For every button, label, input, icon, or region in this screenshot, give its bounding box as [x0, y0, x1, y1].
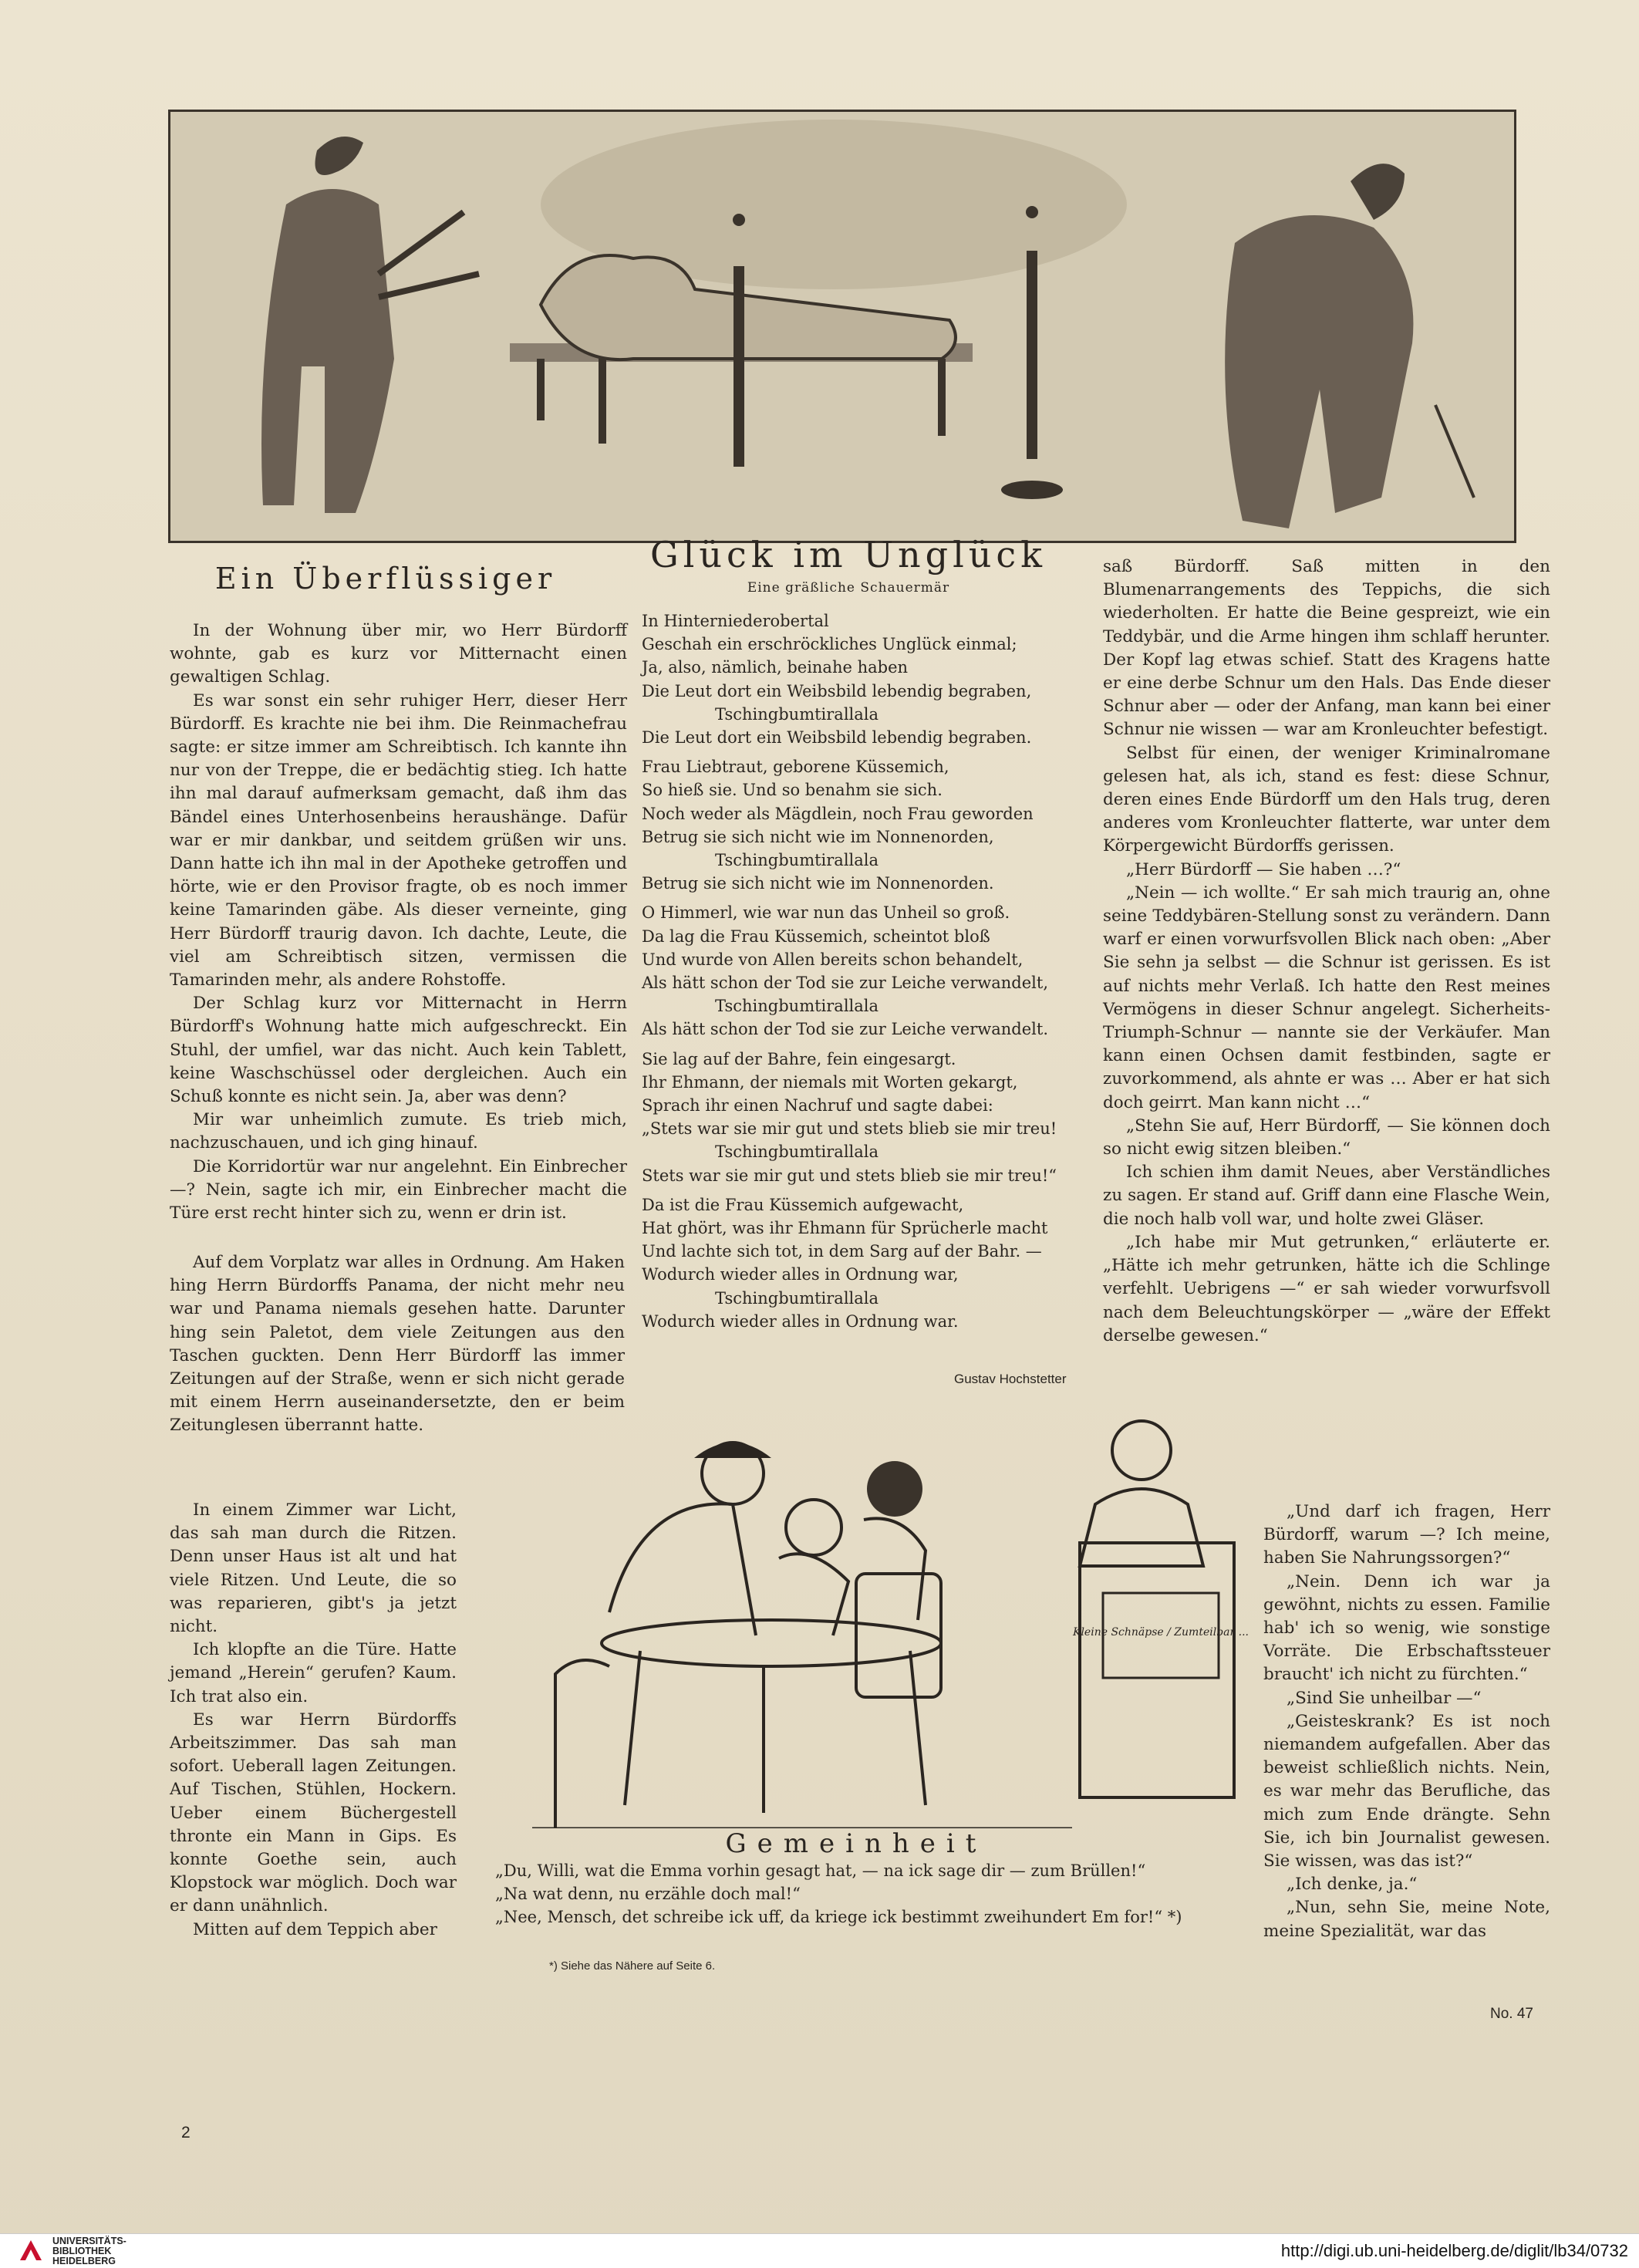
poem-verse [642, 609, 1089, 749]
poem-line: Und lachte sich tot, in dem Sarg auf der Bahr. — [642, 1242, 1042, 1261]
cartoon-footnote: *) Siehe das Nähere auf Seite 6. [549, 1959, 716, 1973]
library-name [52, 2236, 126, 2266]
article1-continuation: „Ich habe mir Mut getrunken,“ erläuterte er. „Hätte ich mehr getrunken, hätte ich die Schlinge verfehlt. Uebrigens —“ er sah wieder vorwurfsvoll nach dem Beleuchtungskörper — „wäre der Effekt derselbe gewesen.“ [1103, 1232, 1550, 1345]
poem-verse [642, 755, 1089, 895]
poem-line: Wodurch wieder alles in Ordnung war, [642, 1265, 959, 1284]
article1-continuation: „Ich denke, ja.“ [1287, 1875, 1418, 1895]
article1-continuation: „Geisteskrank? Es ist noch niemandem aufgefallen. Aber das beweist schließlich nichts. Nein, es war mehr das Berufliche, das mich zum Ende drängte. Sehn Sie, ich bin Journalist gewesen. Sie wissen, was das ist?“ [1263, 1711, 1550, 1871]
article1-paragraph: In einem Zimmer war Licht, das sah man durch die Ritzen. Denn unser Haus ist alt und hat viele Ritzen. Und Leute, die so was reparieren, gibt's ja jetzt nicht. [170, 1500, 457, 1637]
cartoon-drawing [509, 1412, 1249, 1828]
poem-line: Als hätt schon der Tod sie zur Leiche verwandelt. [642, 1020, 1048, 1039]
cartoon-sign: Kleine Schnäpse / Zumteilbar ... [1073, 1626, 1249, 1639]
poem-refrain: Tschingbumtirallala [715, 704, 879, 724]
library-name-line: UNIVERSITÄTS- [52, 2236, 126, 2246]
issue-number: No. 47 [1490, 2006, 1533, 2022]
article1-continuation: „Und darf ich fragen, Herr Bürdorff, warum —? Ich meine, haben Sie Nahrungssorgen?“ [1263, 1502, 1550, 1568]
poem-refrain: Tschingbumtirallala [715, 1288, 879, 1308]
poem-line: Ja, also, nämlich, beinahe haben [642, 658, 909, 677]
poem-line: So hieß sie. Und so benahm sie sich. [642, 781, 943, 800]
header-illustration [168, 110, 1516, 543]
poem-verse [642, 901, 1089, 1041]
ub-heidelberg-logo-icon [17, 2237, 45, 2265]
library-name-line: HEIDELBERG [52, 2256, 116, 2266]
article1-paragraph: Die Korridortür war nur angelehnt. Ein Einbrecher—? Nein, sagte ich mir, ein Einbrecher macht die Türe erst recht hinter sich zu, wenn er drin ist. [170, 1156, 627, 1223]
poem-refrain: Tschingbumtirallala [715, 851, 879, 870]
article2-subtitle: Eine gräßliche Schauermär [747, 580, 950, 596]
cartoon-caption [495, 1859, 1259, 1929]
poem-line: Geschah ein erschröckliches Unglück einmal; [642, 635, 1017, 654]
article1-paragraph: Der Schlag kurz vor Mitternacht in Herrn Bürdorff's Wohnung hatte mich aufgeschreckt. Ein Stuhl, der umfiel, war das nicht. Auch kein Tablett, keine Waschschüssel oder dergleichen. Auch ein Schuß konnte es nicht sein. Ja, aber was denn? [170, 994, 627, 1107]
article1-continuation: saß Bürdorff. Saß mitten in den Blumenarrangements des Teppichs, die sich wiederholten. Er hatte die Beine gespreizt, wie ein Teddybär, und die Arme hingen ihm schlaff herunter. Der Kopf lag etwas schief. Statt des Kragens hatte er eine derbe Schnur um den Hals. Das Ende dieser Schnur aber — oder der Anfang, man kann bei einer Schnur nie wissen — war am Kronleuchter befestigt. [1103, 557, 1550, 740]
article1-title: Ein Überflüssiger [214, 562, 557, 596]
article2-author: Gustav Hochstetter [954, 1372, 1067, 1386]
poem-line: Ihr Ehmann, der niemals mit Worten gekargt, [642, 1072, 1018, 1092]
article1-column-left-lower [170, 1251, 625, 1438]
poem-line: Die Leut dort ein Weibsbild lebendig begraben. [642, 728, 1032, 748]
article2-poem [642, 609, 1089, 1333]
poem-line: Wodurch wieder alles in Ordnung war. [642, 1311, 959, 1331]
poem-line: In Hinterniederobertal [642, 612, 829, 630]
article1-continuation: „Nein. Denn ich war ja gewöhnt, nichts zu essen. Familie hab' ich so wenig, wie sonstige Vorräte. Die Erbschaftssteuer braucht' ich nicht zu fürchten.“ [1263, 1571, 1550, 1685]
poem-line: Die Leut dort ein Weibsbild lebendig begraben, [642, 681, 1032, 700]
poem-verse [642, 1048, 1089, 1187]
cartoon-illustration [509, 1412, 1249, 1828]
article1-paragraph: In der Wohnung über mir, wo Herr Bürdorff wohnte, gab es kurz vor Mitternacht einen gewaltigen Schlag. [170, 621, 627, 687]
article1-continuation: „Sind Sie unheilbar —“ [1287, 1688, 1482, 1708]
article1-paragraph: Ich klopfte an die Türe. Hatte jemand „Herein“ gerufen? Kaum. Ich trat also ein. [170, 1640, 457, 1706]
poem-line: Frau Liebtraut, geborene Küssemich, [642, 758, 949, 777]
poem-line: Und wurde von Allen bereits schon behandelt, [642, 950, 1024, 969]
article1-paragraph: Mitten auf dem Teppich aber [193, 1919, 437, 1939]
poem-line: O Himmerl, wie war nun das Unheil so groß. [642, 903, 1010, 923]
poem-line: Betrug sie sich nicht wie im Nonnenorden. [642, 874, 994, 893]
cartoon-title: Gemeinheit [725, 1828, 987, 1859]
poem-line: „Stets war sie mir gut und stets blieb sie mir treu! [642, 1119, 1057, 1139]
poem-line: Als hätt schon der Tod sie zur Leiche verwandelt, [642, 974, 1048, 993]
article1-paragraph: Mir war unheimlich zumute. Es trieb mich, nachzuschauen, und ich ging hinauf. [170, 1110, 627, 1153]
article1-continuation: „Herr Bürdorff — Sie haben …?“ [1126, 859, 1401, 879]
poem-line: Sie lag auf der Bahre, fein eingesargt. [642, 1049, 956, 1068]
article1-continuation: „Nun, sehn Sie, meine Note, meine Spezialität, war das [1263, 1898, 1550, 1941]
poem-refrain: Tschingbumtirallala [715, 997, 879, 1016]
article1-column-left [170, 619, 627, 1225]
cartoon-quote: „Na wat denn, nu erzähle doch mal!“ [495, 1885, 801, 1903]
poem-line: Noch weder als Mägdlein, noch Frau geworden [642, 804, 1034, 823]
article1-column-left-narrow [170, 1499, 457, 1942]
page-number: 2 [181, 2124, 191, 2141]
article1-continuation: „Nein — ich wollte.“ Er sah mich traurig an, ohne seine Teddybären-Stellung sonst zu verändern. Dann warf er einen vorwurfsvollen Blick nach oben: „Aber Sie sehn ja selbst — die Schnur ist gerissen. Es ist auf nichts mehr Verlaß. Ich hatte den Rest meines Vermögens in dieser Schnur angelegt. Sicherheits-Triumph-Schnur — nannte sie der Verkäufer. Man kann einen Ochsen damit festbinden, sagte er zuvorkommend, als ahnte er was … Aber er hat sich doch geirrt. Man kann nicht …“ [1103, 883, 1550, 1112]
article2-title: Glück im Unglück [649, 534, 1047, 575]
permalink-url[interactable]: http://digi.ub.uni-heidelberg.de/diglit/lb34/0732 [1280, 2241, 1628, 2260]
article1-continuation: „Stehn Sie auf, Herr Bürdorff, — Sie können doch so nicht ewig sitzen bleiben.“ [1103, 1115, 1550, 1159]
article1-paragraph: Auf dem Vorplatz war alles in Ordnung. Am Haken hing Herrn Bürdorffs Panama, der nicht mehr neu war und Panama niemals gesehen hatte. Darunter hing sein Paletot, dem viele Zeitungen aus den Taschen guckten. Denn Herr Bürdorff las immer Zeitungen auf der Straße, wenn er sich nicht gerade mit einem Herrn auseinandersetzte, den er beim Zeitunglesen überrannt hatte. [170, 1253, 625, 1436]
poem-line: Da lag die Frau Küssemich, scheintot bloß [642, 926, 990, 946]
poem-refrain: Tschingbumtirallala [715, 1142, 879, 1162]
cartoon-quote: „Nee, Mensch, det schreibe ick uff, da kriege ick bestimmt zweihundert Em for!“ *) [495, 1908, 1182, 1926]
article1-paragraph: Es war sonst ein sehr ruhiger Herr, dieser Herr Bürdorff. Es krachte nie bei ihm. Die Reinmachefrau sagte: er sitze immer am Schreibtisch. Ich kannte ihn nur von der Treppe, die er bedächtig stieg. Ich hatte ihn mal darauf aufmerksam gemacht, daß ihm das Bändel eines Unterhosenbeins heraushänge. Dafür war er mir dankbar, und seitdem grüßen wir uns. Dann hatte ich ihn mal in der Apotheke getroffen und hörte, wie er den Provisor fragte, ob es noch immer keine Tamarinden gäbe. Als dieser verneinte, ging Herr Bürdorff traurig davon. Ich dachte, Leute, die viel am Schreibtisch sitzen, vermissen die Tamarinden mehr, als andere Rohstoffe. [170, 690, 627, 991]
article1-paragraph: Es war Herrn Bürdorffs Arbeitszimmer. Das sah man sofort. Ueberall lagen Zeitungen. Auf Tischen, Stühlen, Hockern. Ueber einem Büchergestell thronte ein Mann in Gips. Es konnte Goethe sein, auch Klopstock war möglich. Doch war er dann unähnlich. [170, 1709, 457, 1916]
illustration-drawing [170, 112, 1514, 541]
poem-line: Stets war sie mir gut und stets blieb sie mir treu!“ [642, 1166, 1057, 1185]
poem-line: Sprach ihr einen Nachruf und sagte dabei: [642, 1096, 993, 1115]
library-name-line: BIBLIOTHEK [52, 2246, 112, 2256]
poem-line: Hat ghört, was ihr Ehmann für Sprücherle macht [642, 1219, 1048, 1238]
poem-verse [642, 1193, 1089, 1333]
poem-line: Da ist die Frau Küssemich aufgewacht, [642, 1195, 964, 1214]
article1-continuation: Selbst für einen, der weniger Kriminalromane gelesen hat, als ich, stand es fest: diese Schnur, deren eines Ende Bürdorff um den Hals trug, deren anderes vom Kronleuchter flatterte, war unter dem Körpergewicht Bürdorffs gerissen. [1103, 743, 1550, 856]
viewer-footer [0, 2233, 1639, 2268]
cartoon-quote: „Du, Willi, wat die Emma vorhin gesagt hat, — na ick sage dir — zum Brüllen!“ [495, 1861, 1146, 1880]
article1-continuation: Ich schien ihm damit Neues, aber Verständliches zu sagen. Er stand auf. Griff dann eine Flasche Wein, die noch halb voll war, und holte zwei Gläser. [1103, 1163, 1550, 1229]
article1-column-right [1103, 555, 1550, 1348]
poem-line: Betrug sie sich nicht wie im Nonnenorden, [642, 827, 994, 846]
article1-column-right-narrow [1263, 1500, 1550, 1943]
